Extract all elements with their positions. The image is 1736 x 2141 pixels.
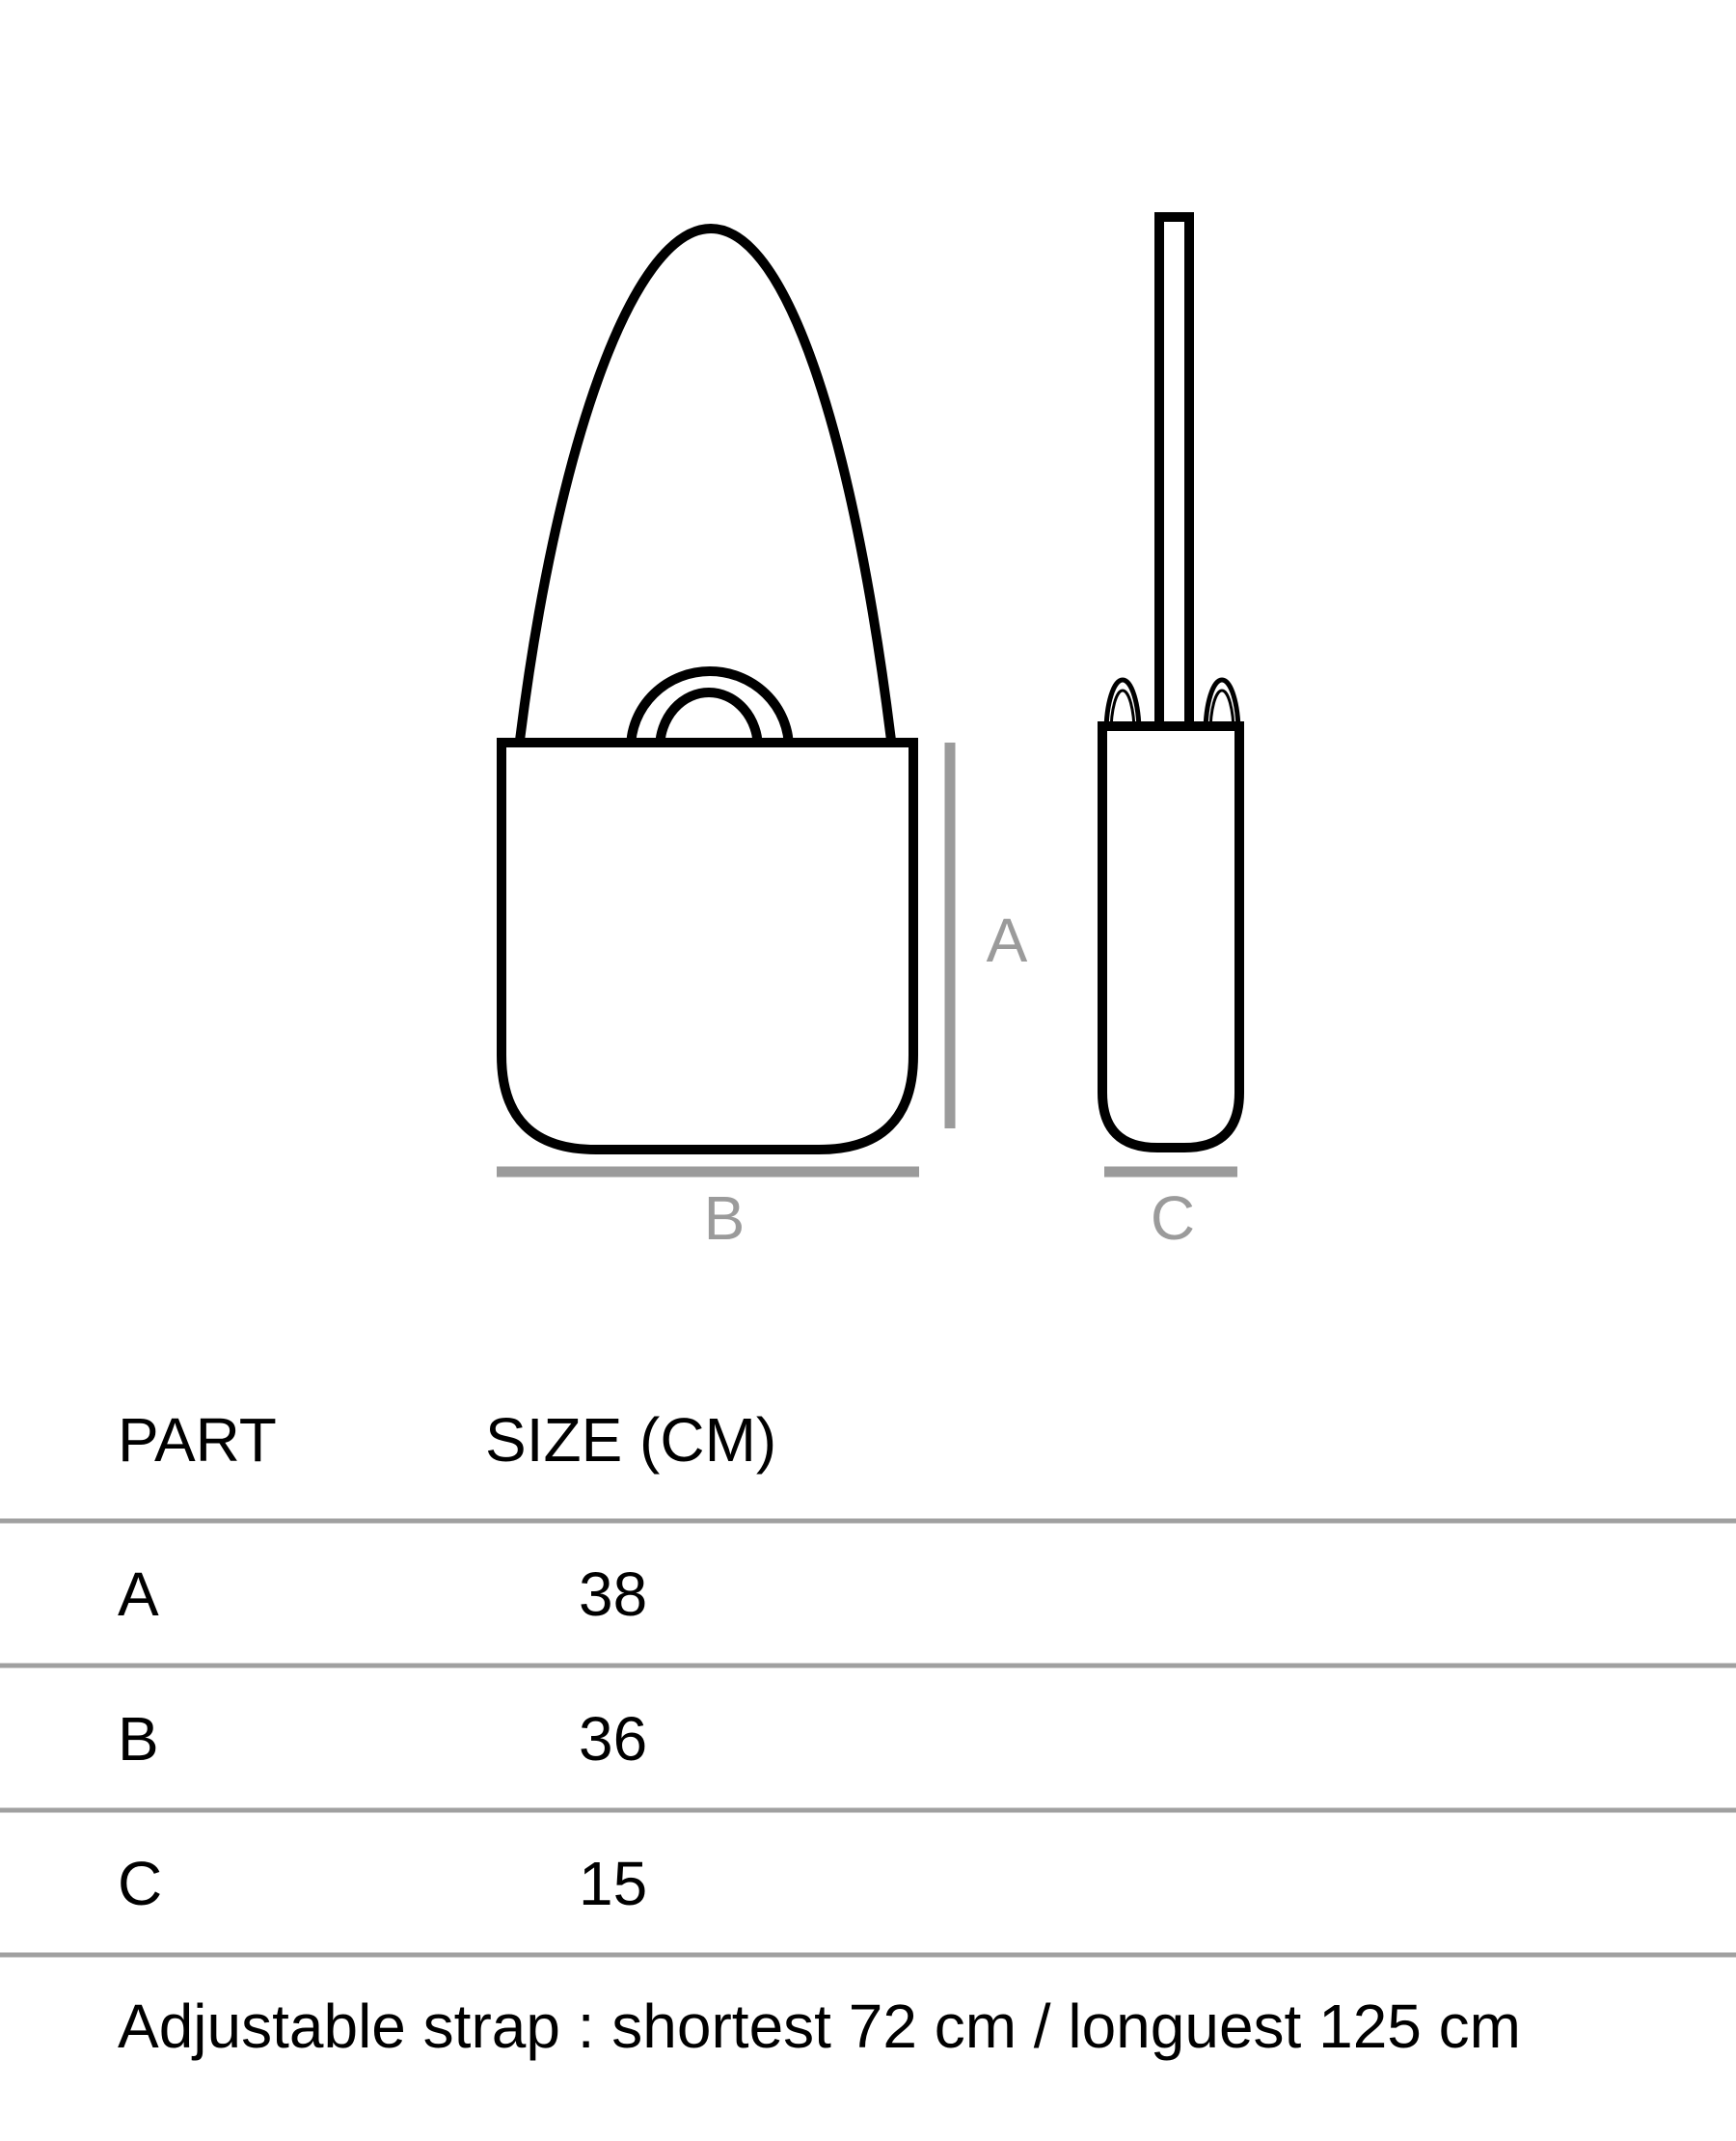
dimension-label-b: B <box>703 1183 746 1253</box>
bag-side-view <box>1102 217 1239 1148</box>
row-part-label: B <box>118 1704 159 1774</box>
dimension-label-a: A <box>986 906 1028 975</box>
dimension-label-c: C <box>1150 1183 1196 1253</box>
adjustable-strap-note: Adjustable strap : shortest 72 cm / longuest 125 cm <box>118 1992 1521 2061</box>
table-rules <box>0 1504 1736 2006</box>
table-header-size: SIZE (CM) <box>485 1405 777 1475</box>
side-strap <box>1159 217 1189 733</box>
row-part-label: C <box>118 1849 163 1918</box>
bag-front-view <box>502 229 913 1150</box>
row-size-value: 36 <box>579 1704 648 1774</box>
row-part-label: A <box>118 1559 159 1629</box>
table-header-part: PART <box>118 1405 277 1475</box>
side-bag-body <box>1102 726 1239 1148</box>
row-size-value: 38 <box>579 1559 648 1629</box>
front-handle-outer-arc <box>631 671 789 748</box>
row-size-value: 15 <box>579 1849 648 1918</box>
front-bag-body <box>502 743 913 1150</box>
